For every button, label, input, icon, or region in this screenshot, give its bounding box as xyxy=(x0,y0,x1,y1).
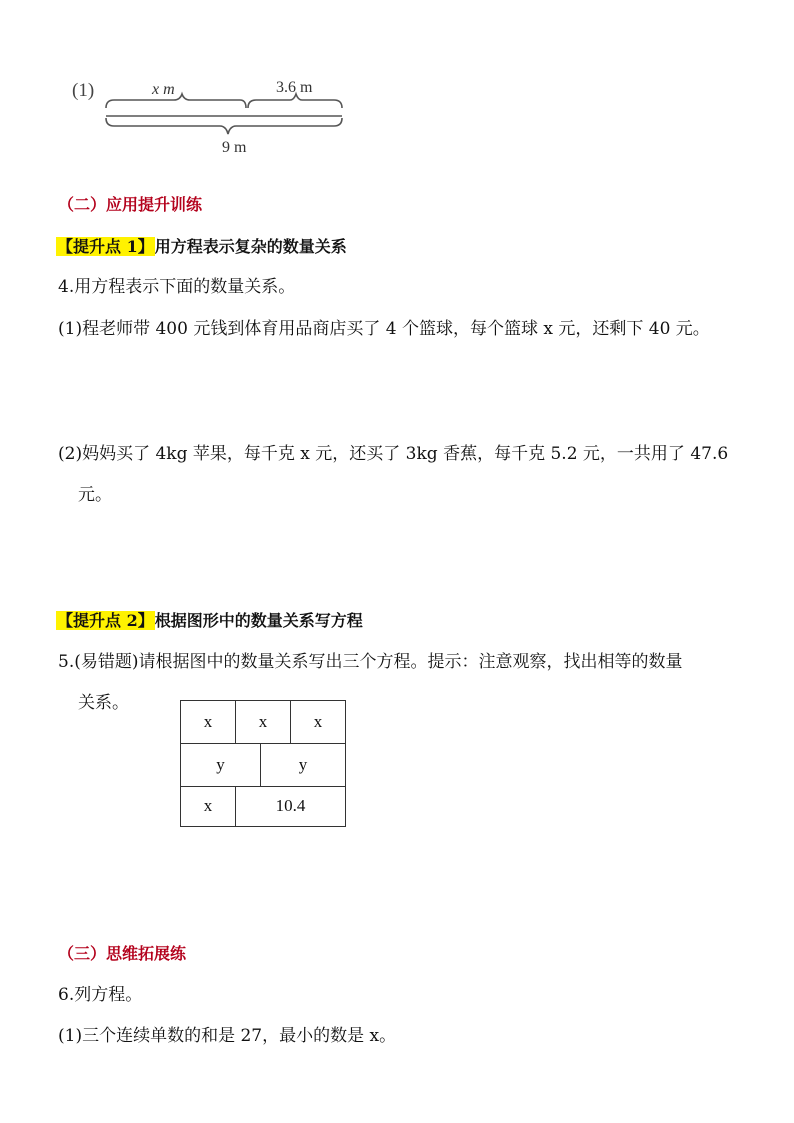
grid-row-2 xyxy=(181,743,345,787)
point-1-title: 用方程表示复杂的数量关系 xyxy=(154,237,347,256)
segment-left-label: x m xyxy=(152,81,175,98)
grid-cell: x xyxy=(181,786,236,826)
total-label: 9 m xyxy=(222,139,247,156)
q6-part1: (1)三个连续单数的和是 27，最小的数是 x。 xyxy=(58,1026,397,1046)
brace-right-top xyxy=(248,94,342,108)
point-2-heading xyxy=(56,608,363,631)
q4-part1: (1)程老师带 400 元钱到体育用品商店买了 4 个篮球，每个篮球 x 元，还剩下 40 元。 xyxy=(58,319,710,339)
grid-cell: y xyxy=(298,754,308,774)
point-1-heading xyxy=(56,234,347,257)
grid-cell: x xyxy=(236,701,291,743)
brace-left-top xyxy=(106,94,246,108)
section-title-2: （二）应用提升训练 xyxy=(58,195,203,214)
q6-stem: 6.列方程。 xyxy=(58,985,143,1005)
segment-diagram xyxy=(70,66,360,162)
brace-diagram-svg xyxy=(70,66,360,162)
grid-cell: x xyxy=(313,712,323,731)
grid-row-1 xyxy=(181,701,345,744)
grid-row-3 xyxy=(181,786,345,826)
q5-line1: 5.(易错题)请根据图中的数量关系写出三个方程。提示：注意观察，找出相等的数量 xyxy=(58,652,683,672)
q5-line2: 关系。 xyxy=(78,693,129,713)
q4-part2-line2: 元。 xyxy=(78,485,112,505)
diagram-label: (1) xyxy=(72,80,95,101)
segment-right-label: 3.6 m xyxy=(276,79,313,96)
point-2-tag: 【提升点 2】 xyxy=(57,611,154,630)
q4-stem: 4.用方程表示下面的数量关系。 xyxy=(58,277,296,297)
grid-cell: x xyxy=(181,701,236,743)
quantity-grid xyxy=(180,700,346,827)
section-title-3: （三）思维拓展练 xyxy=(58,944,187,963)
point-2-title: 根据图形中的数量关系写方程 xyxy=(154,611,363,630)
q4-part2-line1: (2)妈妈买了 4kg 苹果，每千克 x 元，还买了 3kg 香蕉，每千克 5.2 元，一共用了 47.6 xyxy=(58,444,729,464)
brace-bottom xyxy=(106,118,342,134)
grid-cell: y xyxy=(181,743,261,786)
grid-cell: 10.4 xyxy=(275,796,306,815)
point-1-tag: 【提升点 1】 xyxy=(57,237,154,256)
